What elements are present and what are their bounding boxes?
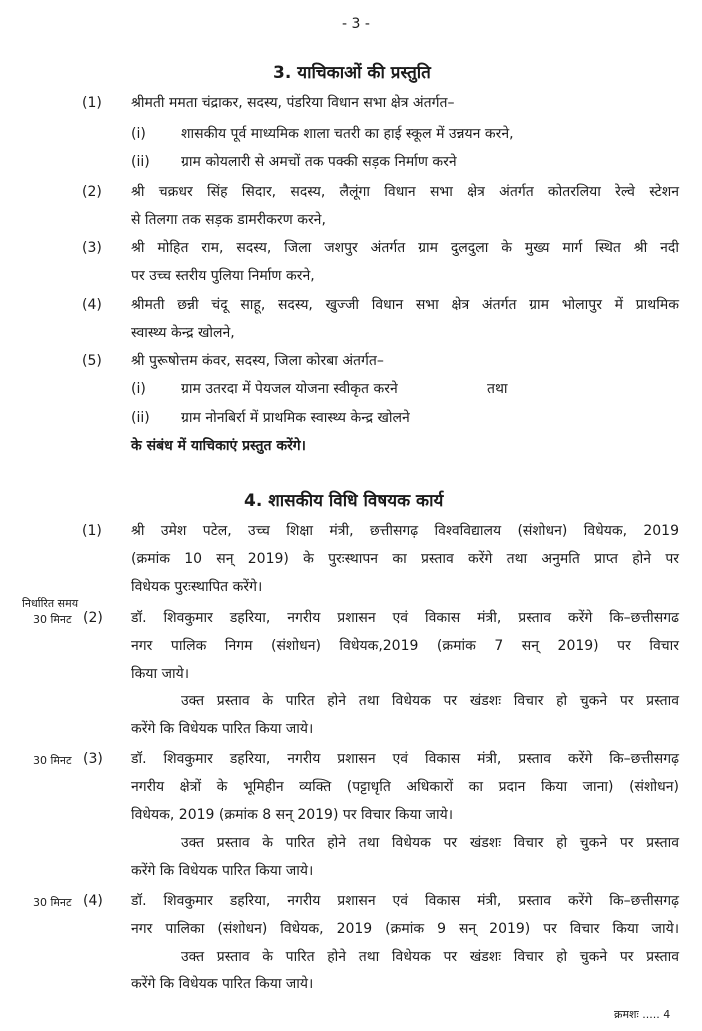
sub-item-number: (ii) [131, 154, 150, 170]
sub-item-number: (ii) [131, 410, 150, 426]
continued-note: क्रमशः ..... 4 [614, 1008, 671, 1021]
bill-4-line: डॉ. शिवकुमार डहरिया, नगरीय प्रशासन एवं विकास मंत्री, प्रस्ताव करेंगे कि–छत्तीसगढ़ [131, 893, 679, 909]
time-allotted: 30 मिनट [33, 613, 72, 626]
petition-5-text: श्री पुरूषोत्तम कंवर, सदस्य, जिला कोरबा अंतर्गत– [131, 353, 384, 369]
item-number: (4) [82, 297, 102, 313]
petition-3-line: पर उच्च स्तरीय पुलिया निर्माण करने, [131, 268, 315, 284]
item-number: (2) [82, 184, 102, 200]
page-number: - 3 - [342, 16, 370, 32]
petition-4-line: स्वास्थ्य केन्द्र खोलने, [131, 325, 235, 341]
sub-item-text: ग्राम उतरदा में पेयजल योजना स्वीकृत करने [181, 381, 398, 397]
sub-item-number: (i) [131, 126, 146, 142]
bill-4-line: नगर पालिका (संशोधन) विधेयक, 2019 (क्रमांक 9 सन् 2019) पर विचार किया जाये। [131, 921, 679, 937]
bill-3-line: डॉ. शिवकुमार डहरिया, नगरीय प्रशासन एवं विकास मंत्री, प्रस्ताव करेंगे कि–छत्तीसगढ़ [131, 751, 679, 767]
margin-note-allotted-time: निर्धारित समय [22, 597, 79, 610]
section-3-heading: 3. याचिकाओं की प्रस्तुति [273, 63, 431, 83]
bill-2-line: डॉ. शिवकुमार डहरिया, नगरीय प्रशासन एवं विकास मंत्री, प्रस्ताव करेंगे कि–छत्तीसगढ [131, 610, 679, 626]
sub-item-text: ग्राम नोनबिर्रा में प्राथमिक स्वास्थ्य केन्द्र खोलने [181, 410, 410, 426]
time-allotted: 30 मिनट [33, 896, 72, 909]
section-3-closing: के संबंध में याचिकाएं प्रस्तुत करेंगे। [131, 438, 306, 454]
bill-2-line: किया जाये। [131, 666, 190, 682]
sub-item-number: (i) [131, 381, 146, 397]
bill-2-para: उक्त प्रस्ताव के पारित होने तथा विधेयक पर खंडशः विचार हो चुकने पर प्रस्ताव [181, 693, 679, 709]
petition-3-line: श्री मोहित राम, सदस्य, जिला जशपुर अंतर्गत ग्राम दुलदुला के मुख्य मार्ग स्थित श्री नदी [131, 240, 679, 256]
item-number: (3) [83, 751, 103, 767]
section-4-heading: 4. शासकीय विधि विषयक कार्य [244, 491, 444, 511]
item-number: (2) [83, 610, 103, 626]
bill-4-para: करेंगे कि विधेयक पारित किया जाये। [131, 976, 314, 992]
item-number: (4) [83, 893, 103, 909]
sub-item-text: ग्राम कोयलारी से अमचों तक पक्की सड़क निर्माण करने [181, 154, 457, 170]
bill-3-line: नगरीय क्षेत्रों के भूमिहीन व्यक्ति (पट्टाधृति अधिकारों का प्रदान किया जाना) (संशोधन) [131, 779, 679, 795]
bill-1-line: विधेयक पुरःस्थापित करेंगे। [131, 579, 263, 595]
bill-3-para: करेंगे कि विधेयक पारित किया जाये। [131, 863, 314, 879]
petition-4-line: श्रीमती छन्नी चंदू साहू, सदस्य, खुज्जी विधान सभा क्षेत्र अंतर्गत ग्राम भोलापुर में प्राथमिक [131, 297, 679, 313]
petition-1-text: श्रीमती ममता चंद्राकर, सदस्य, पंडरिया विधान सभा क्षेत्र अंतर्गत– [131, 95, 455, 111]
bill-2-line: नगर पालिक निगम (संशोधन) विधेयक,2019 (क्रमांक 7 सन् 2019) पर विचार [131, 638, 679, 654]
bill-1-line: श्री उमेश पटेल, उच्च शिक्षा मंत्री, छत्तीसगढ़ विश्वविद्यालय (संशोधन) विधेयक, 2019 [131, 523, 679, 539]
bill-3-para: उक्त प्रस्ताव के पारित होने तथा विधेयक पर खंडशः विचार हो चुकने पर प्रस्ताव [181, 835, 679, 851]
bill-1-line: (क्रमांक 10 सन् 2019) के पुरःस्थापन का प्रस्ताव करेंगे तथा अनुमति प्राप्त होने पर [131, 551, 679, 567]
sub-item-conjunction: तथा [487, 381, 508, 397]
item-number: (3) [82, 240, 102, 256]
bill-3-line: विधेयक, 2019 (क्रमांक 8 सन् 2019) पर विचार किया जाये। [131, 807, 454, 823]
sub-item-text: शासकीय पूर्व माध्यमिक शाला चतरी का हाई स्कूल में उन्नयन करने, [181, 126, 514, 142]
petition-2-line: से तिलगा तक सड़क डामरीकरण करने, [131, 212, 326, 228]
item-number: (1) [82, 523, 102, 539]
petition-2-line: श्री चक्रधर सिंह सिदार, सदस्य, लैलूंगा विधान सभा क्षेत्र अंतर्गत कोतरलिया रेल्वे स्टेशन [131, 184, 679, 200]
bill-2-para: करेंगे कि विधेयक पारित किया जाये। [131, 721, 314, 737]
bill-4-para: उक्त प्रस्ताव के पारित होने तथा विधेयक पर खंडशः विचार हो चुकने पर प्रस्ताव [181, 949, 679, 965]
time-allotted: 30 मिनट [33, 754, 72, 767]
item-number: (1) [82, 95, 102, 111]
item-number: (5) [82, 353, 102, 369]
